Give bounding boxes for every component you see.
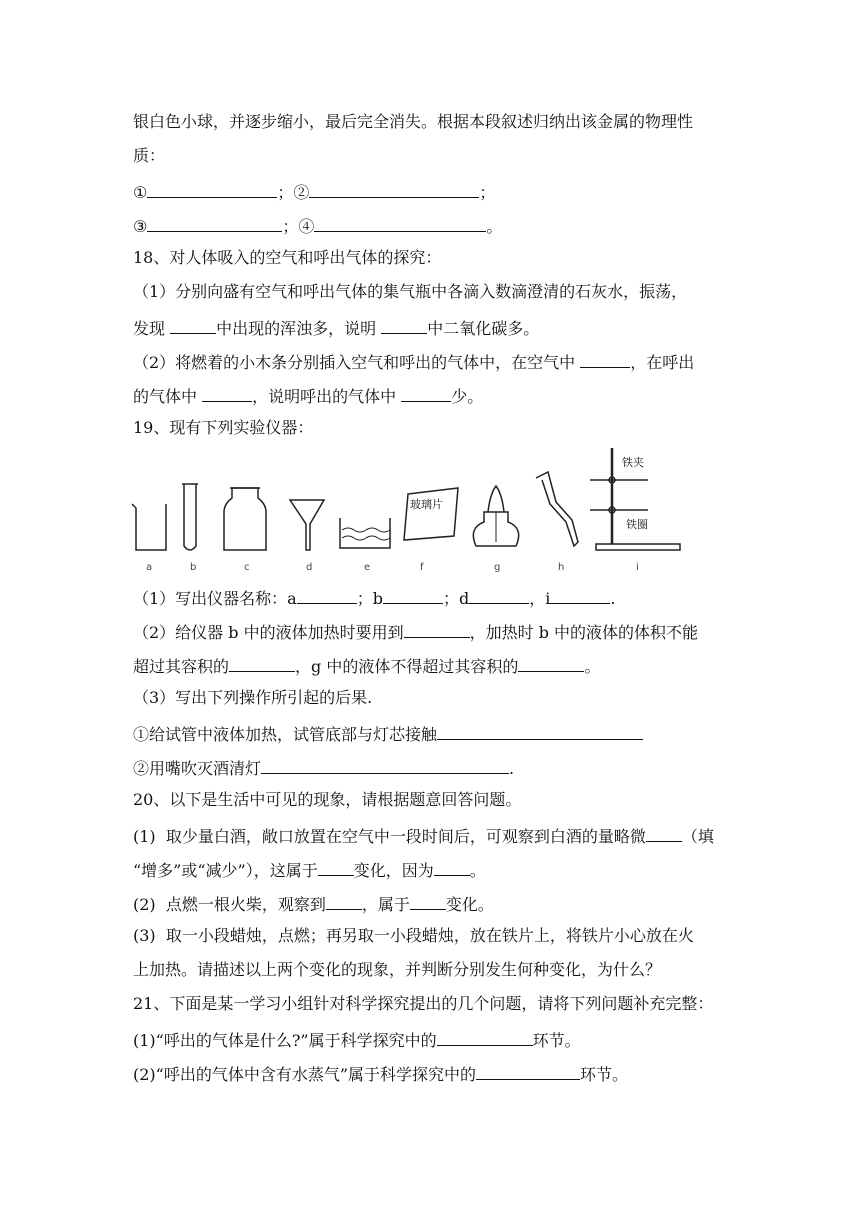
answer-blank[interactable]	[318, 858, 354, 876]
delivery-tube-icon	[536, 472, 578, 546]
lab-apparatus-figure	[128, 442, 688, 582]
answer-blank-1[interactable]	[147, 180, 277, 198]
text: 。	[584, 657, 601, 676]
answer-blank[interactable]	[202, 384, 252, 402]
text: 少。	[451, 387, 484, 406]
figure-label-a: a	[146, 562, 153, 573]
figure-label-g: g	[494, 562, 501, 573]
answer-blank[interactable]	[434, 858, 470, 876]
figure-label-d: d	[306, 562, 313, 573]
text: 环节。	[580, 1065, 629, 1084]
text: “增多”或“减少”），这属于	[133, 861, 318, 880]
q20-title: 20、以下是生活中可见的现象，请根据题意回答问题。	[133, 790, 522, 809]
text: ①给试管中液体加热，试管底部与灯芯接触	[133, 725, 438, 744]
answer-blank[interactable]	[401, 384, 451, 402]
text: (2)“呼出的气体中含有水蒸气”属于科学探究中的	[133, 1065, 477, 1084]
funnel-icon	[290, 500, 324, 550]
glass-slide-tag: 玻璃片	[410, 498, 443, 511]
q17-line1: 银白色小球，并逐步缩小，最后完全消失。根据本段叙述归纳出该金属的物理性	[133, 112, 694, 131]
water-trough-icon	[340, 518, 390, 548]
answer-blank[interactable]	[170, 316, 216, 334]
answer-blank-3[interactable]	[147, 214, 282, 232]
answer-blank[interactable]	[646, 824, 682, 842]
q21-p1	[133, 1028, 581, 1051]
text: .	[509, 759, 515, 778]
q20-p3b: 上加热。请描述以上两个变化的现象，并判断分别发生何种变化，为什么？	[133, 960, 662, 979]
q17-answers-row1	[133, 180, 495, 203]
q18-p2a	[133, 350, 694, 373]
iron-clamp-tag: 铁夹	[622, 456, 644, 469]
answer-blank[interactable]	[326, 892, 362, 910]
answer-blank[interactable]	[469, 586, 529, 604]
q20-p2	[133, 892, 494, 915]
figure-label-i: i	[636, 562, 639, 573]
text: .	[610, 589, 616, 608]
answer-blank[interactable]	[580, 350, 630, 368]
q17-answers-row2	[133, 214, 502, 237]
glass-slide-icon	[404, 488, 458, 540]
text: ，说明呼出的气体中	[252, 387, 402, 406]
text: （2）将燃着的小木条分别插入空气和呼出的气体中，在空气中	[133, 353, 581, 372]
text: 的气体中	[133, 387, 203, 406]
figure-label-h: h	[558, 562, 565, 573]
text: 超过其容积的	[133, 657, 230, 676]
q20-p1a	[133, 824, 714, 847]
q20-p1b	[133, 858, 486, 881]
q19-s1	[133, 586, 615, 609]
figure-label-c: c	[244, 562, 250, 573]
answer-blank[interactable]	[437, 722, 643, 740]
answer-blank[interactable]	[518, 654, 584, 672]
marker-3: ③	[133, 217, 148, 236]
answer-blank-4[interactable]	[314, 214, 486, 232]
q21-title: 21、下面是某一学习小组针对科学探究提出的几个问题，请将下列问题补充完整：	[133, 994, 714, 1013]
marker-2: ；②	[277, 183, 310, 202]
lab-apparatus-drawing	[128, 442, 688, 582]
row-end: 。	[486, 217, 503, 236]
marker-4: ；④	[282, 217, 315, 236]
marker-1: ①	[133, 183, 148, 202]
answer-blank-2[interactable]	[309, 180, 479, 198]
q19-s3b	[133, 756, 514, 779]
answer-blank[interactable]	[261, 756, 509, 774]
text: 中出现的浑浊多，说明	[216, 319, 382, 338]
test-tube-icon	[184, 484, 196, 550]
text: 变化。	[445, 895, 494, 914]
text: 环节。	[532, 1031, 581, 1050]
q18-p1b	[133, 316, 539, 339]
q19-s2b	[133, 654, 600, 677]
q19-title: 19、现有下列实验仪器：	[133, 418, 314, 437]
figure-label-e: e	[364, 562, 371, 573]
answer-blank[interactable]	[383, 586, 443, 604]
text: (2) 点燃一根火柴，观察到	[133, 895, 326, 914]
answer-blank[interactable]	[550, 586, 610, 604]
text: ，i	[529, 589, 551, 608]
q18-title: 18、对人体吸入的空气和呼出气体的探究：	[133, 248, 442, 267]
q19-s3a	[133, 722, 643, 745]
answer-blank[interactable]	[404, 620, 470, 638]
q19-s2a	[133, 620, 698, 643]
answer-blank[interactable]	[381, 316, 427, 334]
text: ；d	[442, 589, 470, 608]
text: 发现	[133, 319, 171, 338]
answer-blank[interactable]	[476, 1062, 580, 1080]
answer-blank[interactable]	[410, 892, 446, 910]
figure-label-b: b	[190, 562, 197, 573]
text: ②用嘴吹灭酒清灯	[133, 759, 262, 778]
iron-ring-tag: 铁圈	[626, 518, 648, 531]
text: ，属于	[361, 895, 410, 914]
text: 。	[469, 861, 486, 880]
q17-line2: 质：	[133, 146, 166, 165]
text: (1) 取少量白酒，敞口放置在空气中一段时间后，可观察到白酒的量略微	[133, 827, 646, 846]
text: (1)“呼出的气体是什么?”属于科学探究中的	[133, 1031, 437, 1050]
answer-blank[interactable]	[229, 654, 295, 672]
text: （1）写出仪器名称：a	[133, 589, 297, 608]
text: 中二氧化碳多。	[427, 319, 540, 338]
answer-blank[interactable]	[437, 1028, 533, 1046]
q18-p1a: （1）分别向盛有空气和呼出气体的集气瓶中各滴入数滴澄清的石灰水，振荡，	[133, 282, 688, 301]
row-end: ；	[479, 183, 496, 202]
reagent-bottle-icon	[224, 488, 266, 550]
text: （2）给仪器 b 中的液体加热时要用到	[133, 623, 404, 642]
text: （填	[681, 827, 714, 846]
iron-stand-icon	[596, 544, 680, 550]
beaker-icon	[132, 504, 166, 550]
text: ，加热时 b 中的液体的体积不能	[469, 623, 699, 642]
q18-p2b	[133, 384, 483, 407]
answer-blank[interactable]	[297, 586, 357, 604]
q21-p2	[133, 1062, 628, 1085]
figure-label-f: f	[420, 562, 424, 573]
q20-p3a: (3) 取一小段蜡烛，点燃；再另取一小段蜡烛，放在铁片上，将铁片小心放在火	[133, 926, 694, 945]
text: ，g 中的液体不得超过其容积的	[295, 657, 519, 676]
text: ；b	[356, 589, 383, 608]
text: 变化，因为	[353, 861, 434, 880]
q19-s3: （3）写出下列操作所引起的后果.	[133, 688, 373, 707]
text: ，在呼出	[630, 353, 695, 372]
